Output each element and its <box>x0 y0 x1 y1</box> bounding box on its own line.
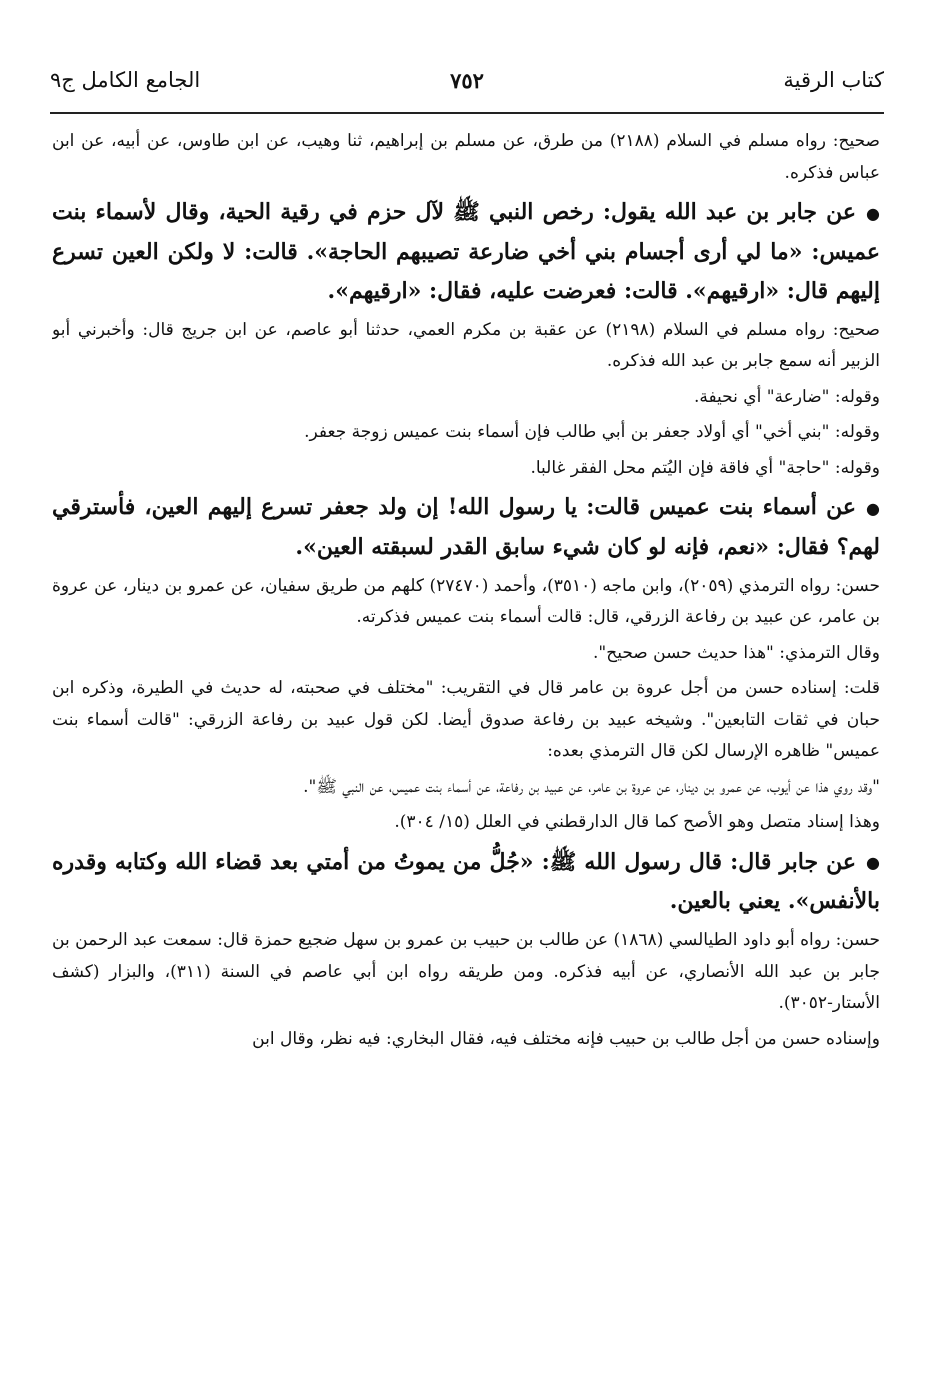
hadith-jabir-ruqya <box>52 193 880 311</box>
hadith-text: عن جابر قال: قال رسول الله ﷺ: «جُلُّ من يموتُ من أمتي بعد قضاء الله وكتابه وقدره بالأنفس». يعني بالعين. <box>52 848 880 914</box>
isnad-note-final: وإسناده حسن من أجل طالب بن حبيب فإنه مختلف فيه، فقال البخاري: فيه نظر، وقال ابن <box>252 1028 880 1049</box>
gloss-hajah: وقوله: "حاجة" أي فاقة فإن اليُتم محل الفقر غالبا. <box>530 457 880 478</box>
isnad-comment: قلت: إسناده حسن من أجل عروة بن عامر قال في التقريب: "مختلف في صحبته، له حديث في الطيرة، وذكره ابن حبان في ثقات التابعين". وشيخه عبيد بن رفاعة صدوق أيضا. لكن قول عبيد بن رفاعة الزرقي: "قالت أسماء بنت عميس" ظاهره الإرسال لكن قال الترمذي بعده: <box>52 678 880 761</box>
book-section-title: كتاب الرقية <box>783 68 884 92</box>
bullet-icon: ● <box>866 203 880 223</box>
page-number: ٧٥٢ <box>450 68 484 93</box>
bullet-icon: ● <box>866 853 880 872</box>
takhrij-note-3: حسن: رواه الترمذي (٢٠٥٩)، وابن ماجه (٣٥١٠)، وأحمد (٢٧٤٧٠) كلهم من طريق سفيان، عن عمرو بن دينار، عن عروة بن عامر، عن عبيد بن رفاعة الزرقي، قال: قالت أسماء بنت عميس فذكرته. <box>52 575 880 627</box>
hadith-text: عن جابر بن عبد الله يقول: رخص النبي ﷺ لآل حزم في رقية الحية، وقال لأسماء بنت عميس: «ما لي أرى أجسام بني أخي ضارعة تصيبهم الحاجة». قالت: لا ولكن العين تسرع إليهم قال: «ارقيهم». قالت: فعرضت عليه، فقال: «ارقيهم». <box>52 199 880 304</box>
gloss-bani-akhi: وقوله: "بني أخي" أي أولاد جعفر بن أبي طالب فإن أسماء بنت عميس زوجة جعفر. <box>304 422 880 442</box>
bullet-icon: ● <box>866 498 880 518</box>
takhrij-note-4: حسن: رواه أبو داود الطيالسي (١٨٦٨) عن طالب بن حبيب بن عمرو بن سهل ضجيع حمزة قال: سمعت عبد الرحمن بن جابر بن عبد الله الأنصاري، عن أبيه فذكره. ومن طريقه رواه ابن أبي عاصم في السنة (٣١١)، والبزار (كشف الأستار-٣٠٥٢). <box>52 930 880 1013</box>
takhrij-note-1: صحيح: رواه مسلم في السلام (٢١٨٨) من طرق، عن مسلم بن إبراهيم، ثنا وهيب، عن ابن طاوس، عن أبيه، عن ابن عباس فذكره. <box>52 131 880 183</box>
tirmidhi-grading: وقال الترمذي: "هذا حديث حسن صحيح". <box>593 642 880 663</box>
header-divider <box>50 112 884 114</box>
tirmidhi-quote: "وقد روي هذا عن أيوب، عن عمرو بن دينار، عن عروة بن عامر، عن عبيد بن رفاعة، عن أسماء بنت عميس، عن النبي ﷺ". <box>303 776 880 797</box>
hadith-jabir-ayn <box>52 843 880 922</box>
running-header <box>50 62 884 106</box>
gloss-dariah: وقوله: "ضارعة" أي نحيفة. <box>693 386 880 407</box>
takhrij-note-2: صحيح: رواه مسلم في السلام (٢١٩٨) عن عقبة بن مكرم العمي، حدثنا أبو عاصم، عن ابن جريج قال: وأخبرني أبو الزبير أنه سمع جابر بن عبد الله فذكره. <box>52 319 880 371</box>
hadith-text: عن أسماء بنت عميس قالت: يا رسول الله! إن ولد جعفر تسرع إليهم العين، فأسترقي لهم؟ فقال: «نعم، فإنه لو كان شيء سابق القدر لسبقته العين». <box>52 494 880 560</box>
book-title: الجامع الكامل ج٩ <box>50 68 201 92</box>
page-body <box>52 126 880 1368</box>
hadith-asma <box>52 488 880 567</box>
daraqutni-note: وهذا إسناد متصل وهو الأصح كما قال الدارقطني في العلل (١٥/ ٣٠٤). <box>394 812 880 832</box>
